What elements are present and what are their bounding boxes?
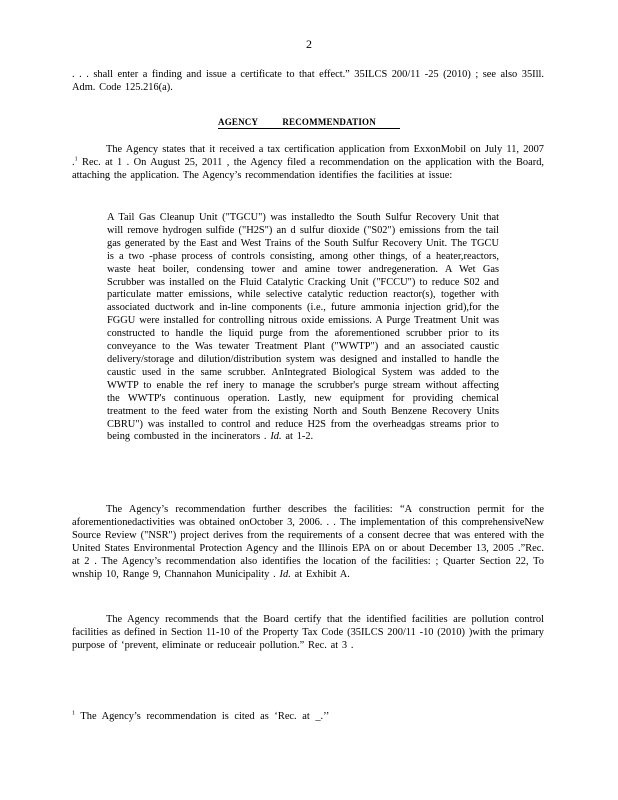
footnote-text: The Agency’s recommendation is cited as ‘Rec. at _.’’	[80, 711, 330, 722]
block-quote-citation-id: Id.	[270, 431, 282, 443]
block-quote-text: A Tail Gas Cleanup Unit ("TGCU") was installedto the South Sulfur Recovery Unit that will remove hydrogen sulfide ("H2S") an d sulfur dioxide ("S02") emissions from the tail gas generated by the East and West Trains of the South Sulfur Recovery Unit. The TGCU is a two -phase process of controls consisting, among other things, of a heater,reactors, waste heat boiler, condensing tower and amine tower andregeneration. A Wet Gas Scrubber was installed on the Fluid Catalytic Cracking Unit ("FCCU") to reduce S02 and particulate matter emissions, while selective catalytic reduction reactor(s), together with associated ductwork and in-line components (i.e., future ammonia injection grid),for the FGGU were installed for controlling nitrous oxide emissions. A Purge Treatment Unit was constructed to handle the liquid purge from the aforementioned scrubber prior to its conveyance to the Was tewater Treatment Plant ("WWTP") and an associated caustic delivery/storage and dilution/distribution system was designed and installed to handle the caustic used in the same scrubber. AnIntegrated Biological System was added to the WWTP to enable the ref inery to manage the scrubber's purge stream without affecting the WWTP's continuous operation. Lastly, new equipment for providing chemical treatment to the feed water from the existing North and South Benzene Recovery Units CBRU") was installed to control and reduce H2S from the overheadgas streams prior to being combusted in the incinerators .	[107, 212, 499, 443]
footnote-marker: 1	[72, 710, 75, 717]
opening-paragraph: . . . shall enter a finding and issue a certificate to that effect.” 35ILCS 200/11 -25 (2010) ; see also 35Ill. Adm. Code 125.216(a).	[72, 69, 544, 93]
page-number: 2	[306, 37, 312, 51]
footnote	[72, 711, 542, 722]
block-quote-citation-page: at 1-2.	[285, 431, 314, 443]
para2-citation-id: Id.	[279, 568, 291, 580]
agency-statement-paragraph	[72, 144, 544, 183]
para2-citation-page: at Exhibit A.	[294, 568, 350, 580]
facilities-description-paragraph	[72, 504, 544, 581]
para1-continuation: Rec. at 1 . On August 25, 2011 , the Agency filed a recommendation on the application with the Board, attaching the application. The Agency’s recommendation identifies the facilities at issue:	[72, 156, 544, 181]
para2-text: The Agency’s recommendation further describes the facilities: “A construction permit for the aforementionedactivities was obtained onOctober 3, 2006. . . The implementation of this comprehensiveNew Source Review ("NSR") project derives from the requirements of a consent decree that was entered with the United States Environmental Protection Agency and the Illinois EPA on or about December 13, 2005 .”Rec. at 2 . The Agency’s recommendation also identifies the location of the facilities: ; Quarter Section 22, To wnship 10, Range 9, Channahon Municipality .	[72, 504, 544, 580]
block-quote	[107, 212, 499, 444]
para1-text: The Agency states that it received a tax certification application from ExxonMobil on July 11, 2007 .	[72, 144, 544, 168]
recommendation-paragraph: The Agency recommends that the Board certify that the identified facilities are pollution control facilities as defined in Section 11-10 of the Property Tax Code (35ILCS 200/11 -10 (2010) )with the primary purpose of ‘prevent, eliminate or reduceair pollution.” Rec. at 3 .	[72, 614, 544, 651]
section-heading: AGENCY RECOMMENDATION	[218, 117, 400, 129]
footnote-reference: 1	[74, 156, 78, 163]
